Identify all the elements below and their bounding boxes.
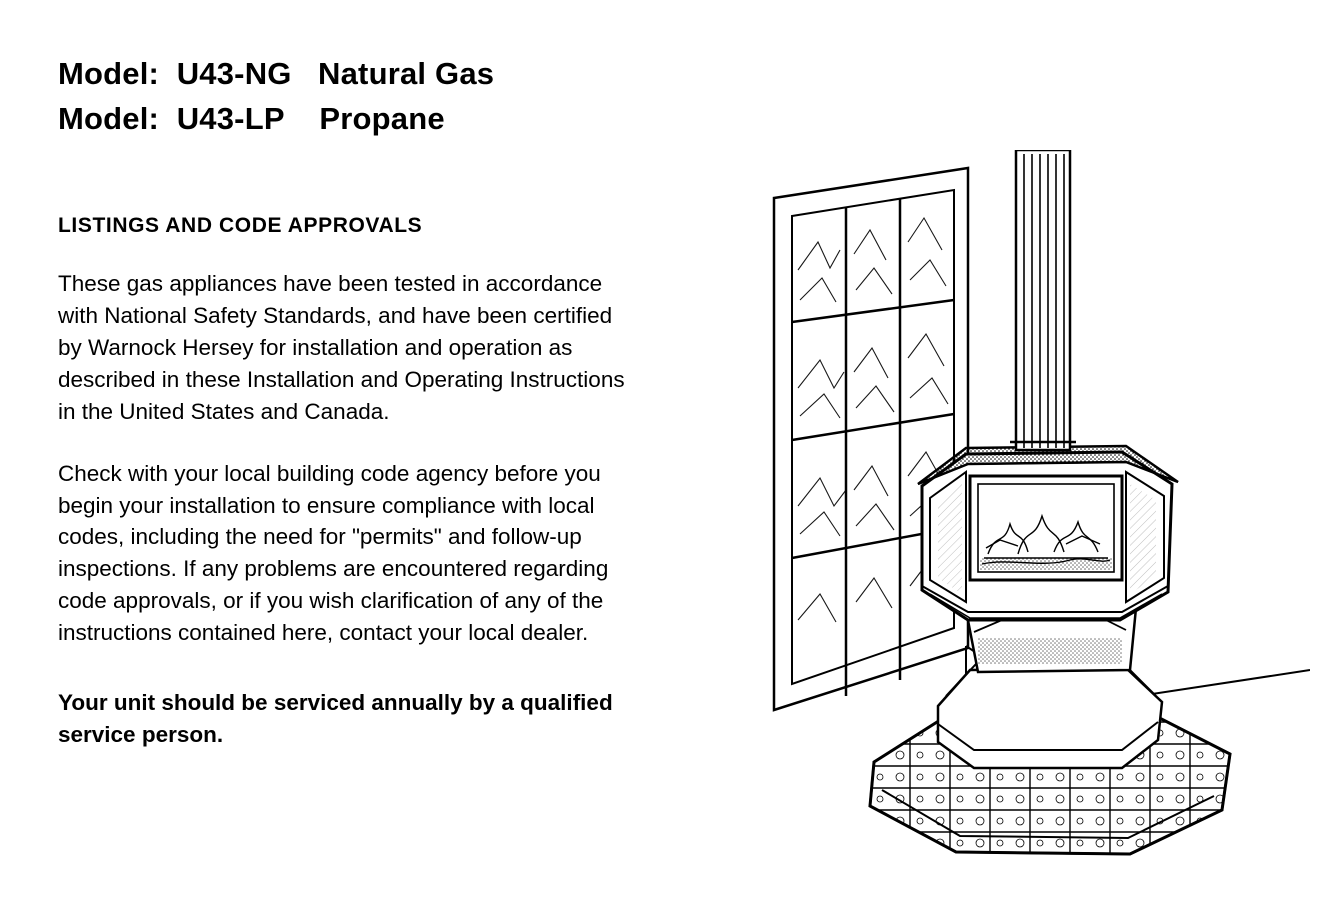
flue-pipe	[1010, 150, 1076, 450]
stove-base	[938, 662, 1162, 768]
stove-body	[918, 446, 1178, 620]
gas-stove-illustration	[770, 150, 1310, 890]
paragraph-code-agency: Check with your local building code agency before you begin your installation to ensure compliance with local codes, including the need for "permits" and follow-up inspections. If any problems are encountered regarding code approvals, or if you wish clarification of any of the instructions contained here, contact your local dealer.	[58, 460, 609, 646]
paragraph-listings: These gas appliances have been tested in accordance with National Safety Standards, and have been certified by Warnock Hersey for installation and operation as described in these Installation and Operating Instructions in the United States and Canada.	[58, 270, 625, 424]
window-frame-shape	[774, 168, 968, 710]
text-column	[58, 52, 658, 774]
model-list	[58, 52, 658, 142]
model-line-ng: Model: U43-NG Natural Gas	[58, 56, 495, 91]
service-note: Your unit should be serviced annually by a qualified service person.	[58, 690, 613, 748]
section-heading: LISTINGS AND CODE APPROVALS	[58, 213, 423, 237]
model-line-lp: Model: U43-LP Propane	[58, 100, 445, 136]
